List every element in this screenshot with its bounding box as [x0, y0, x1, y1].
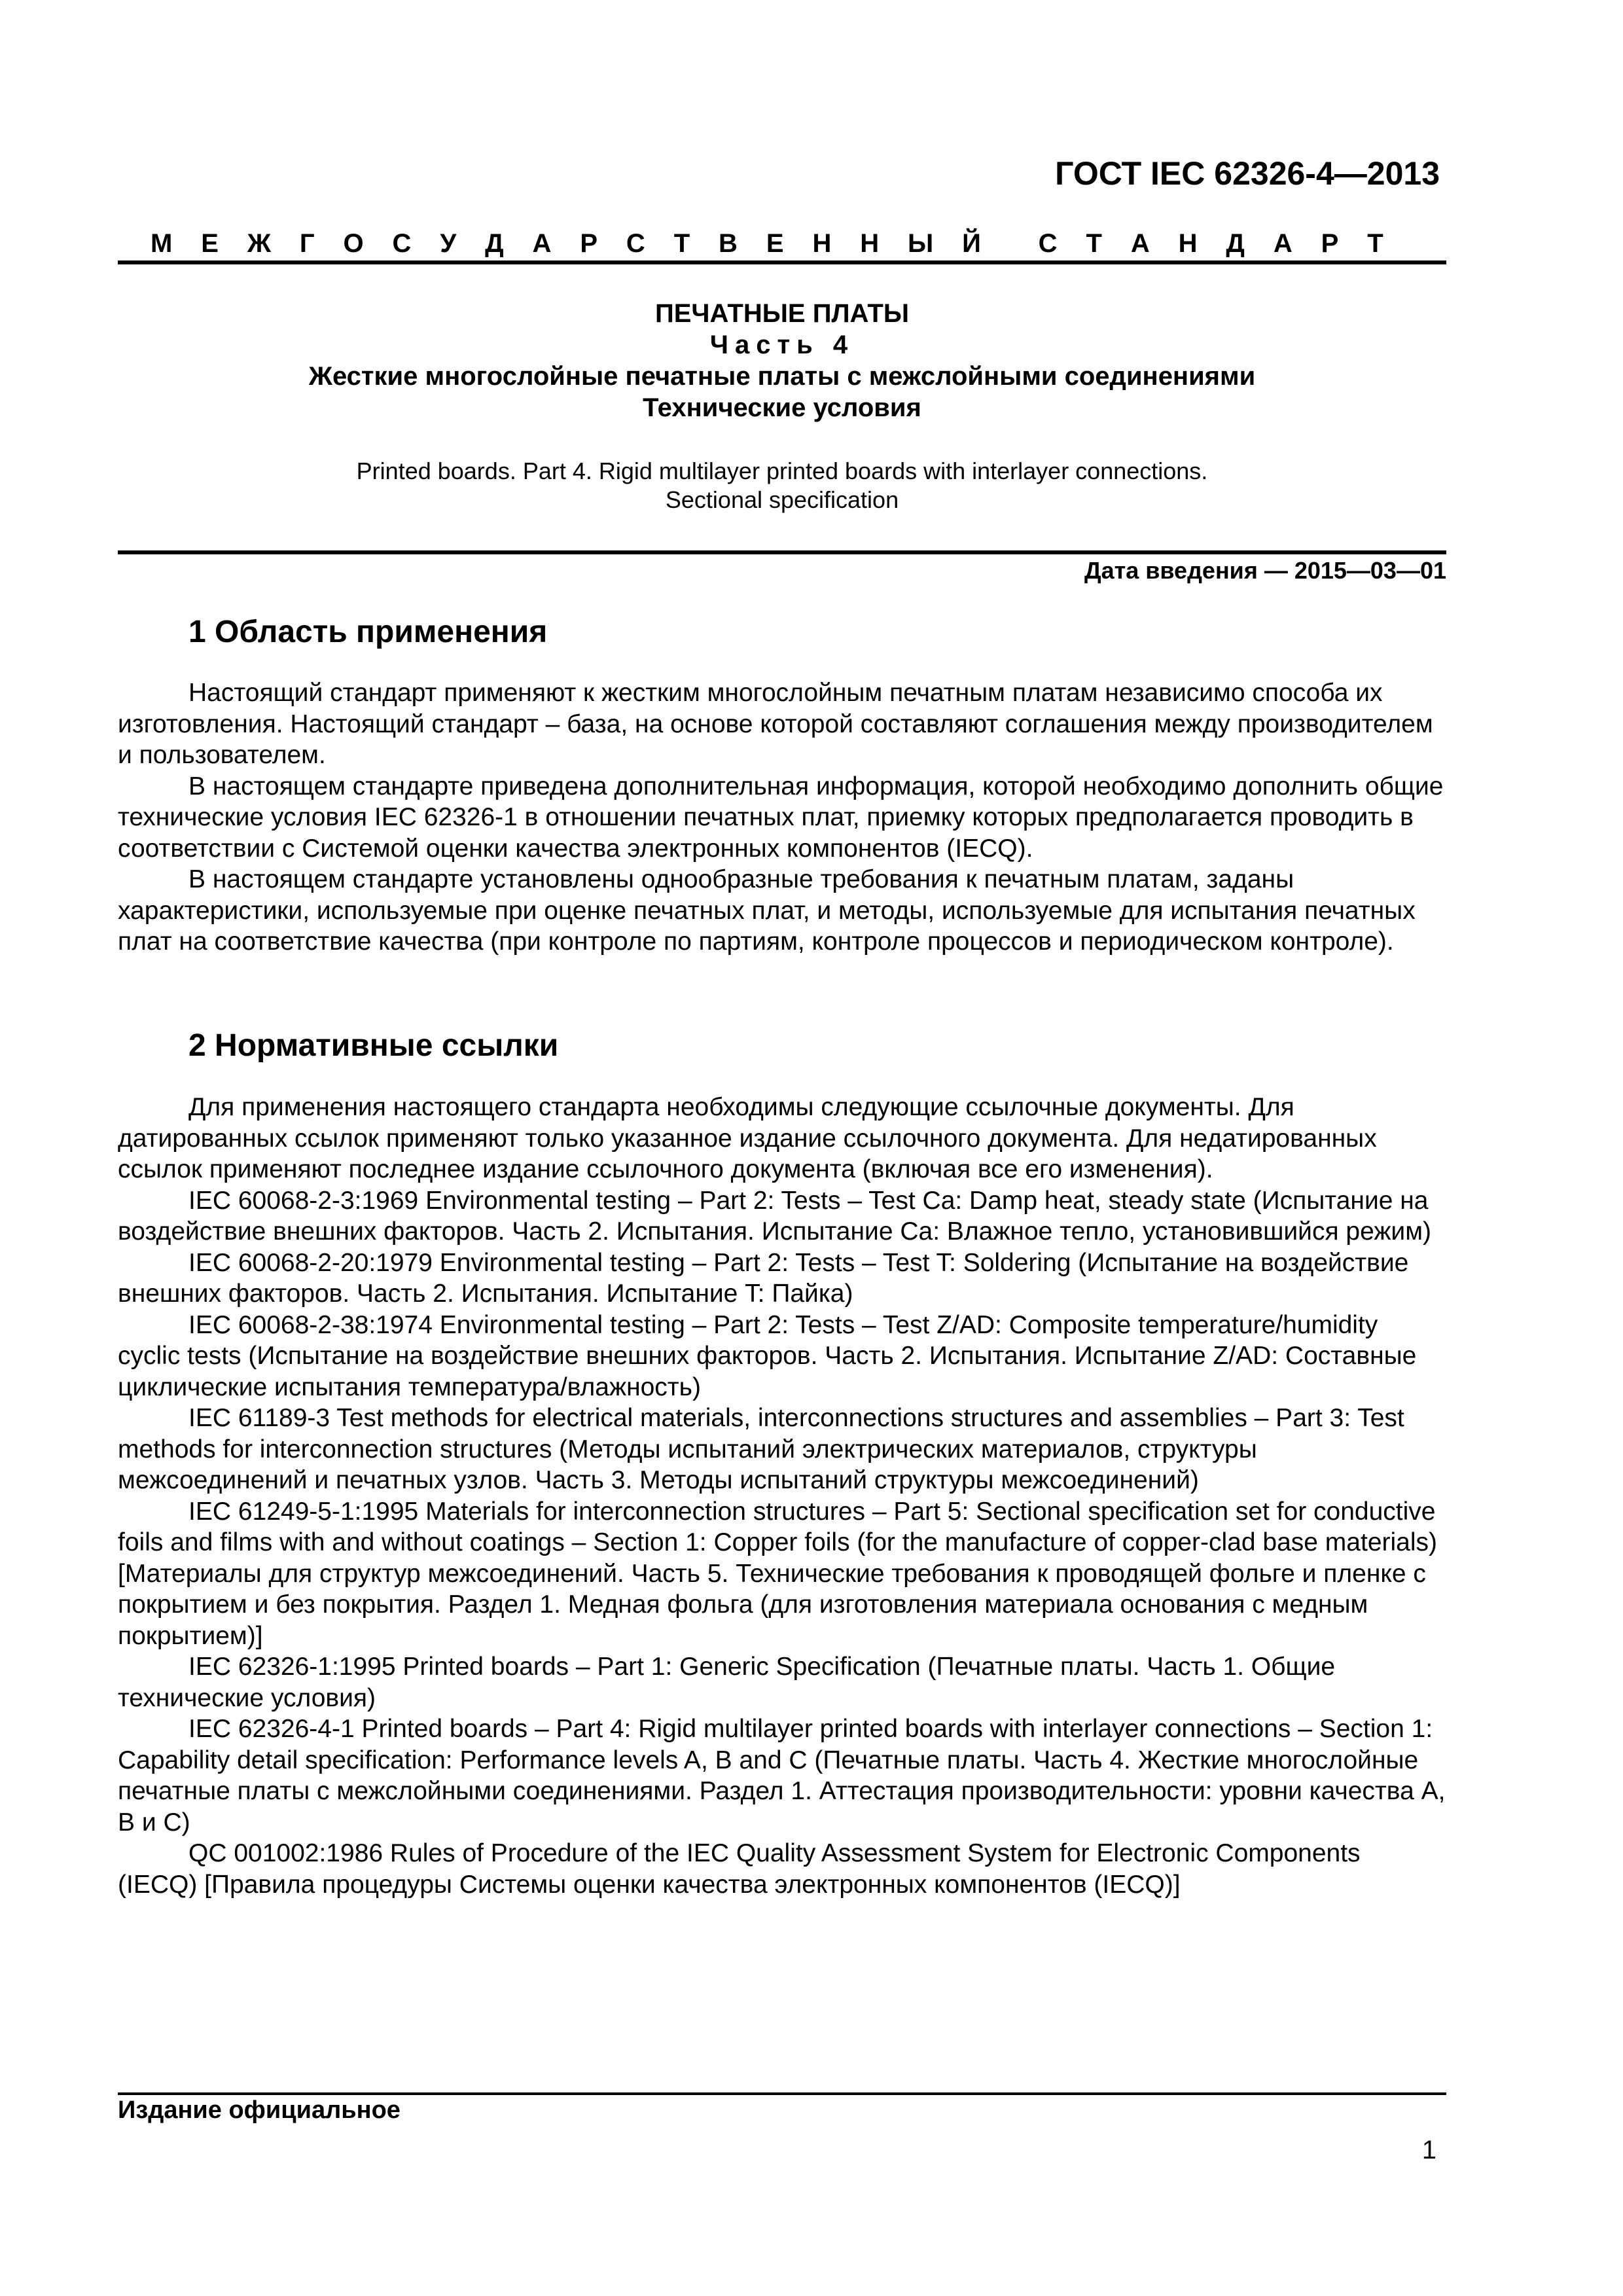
document-number: ГОСТ IEC 62326-4—2013 — [1055, 155, 1440, 192]
heading-letter: О — [343, 229, 364, 258]
reference-item: IEC 61189-3 Test methods for electrical materials, interconnections structures and assemblies – Part 3: Test methods for interconnection structures (Методы испытаний электрических материалов, структуры межсоединений и печатных узлов. Часть 3. Методы испытаний структуры межсоединений) — [118, 1404, 1404, 1494]
paragraph: Настоящий стандарт применяют к жестким многослойным печатным платам независимо способа их изготовления. Настоящий стандарт – база, на основе которой составляют соглашения между производителем и пользователем. — [118, 679, 1433, 769]
section-body-scope — [118, 677, 1446, 958]
heading-letter: С — [392, 229, 412, 258]
heading-letter: Г — [299, 229, 315, 258]
english-title — [118, 457, 1446, 514]
heading-letter: Ы — [908, 229, 934, 258]
heading-letter: Д — [485, 229, 504, 258]
footer-divider — [118, 2092, 1446, 2095]
heading-letter: В — [719, 229, 738, 258]
paragraph: В настоящем стандарте приведена дополнительная информация, которой необходимо дополнить общие технические условия IEC 62326-1 в отношении печатных плат, приемку которых предполагается проводить в соответствии с Системой оценки качества электронных компонентов (IECQ). — [118, 772, 1444, 863]
heading-letter: Й — [962, 229, 981, 258]
official-edition-label: Издание официальное — [118, 2096, 401, 2124]
heading-letter: Е — [766, 229, 784, 258]
section-heading-references: 2 Нормативные ссылки — [188, 1028, 559, 1063]
heading-letter: У — [440, 229, 457, 258]
reference-item: IEC 60068-2-3:1969 Environmental testing – Part 2: Tests – Test Ca: Damp heat, steady state (Испытание на воздействие внешних факторов. Часть 2. Испытания. Испытание Ca: Влажное тепло, установившийся режим) — [118, 1186, 1432, 1246]
reference-item: IEC 62326-4-1 Printed boards – Part 4: Rigid multilayer printed boards with interlayer connections – Section 1: Capability detail specification: Performance levels A, B and C (Печатные платы. Часть 4. Жесткие многослойные печатные платы с межслойными соединениями. Раздел 1. Аттестация производительности: уровни качества A, B и C) — [118, 1715, 1446, 1837]
document-title — [118, 298, 1446, 423]
heading-letter: Д — [1226, 229, 1245, 258]
top-divider — [118, 260, 1446, 264]
section-body-references — [118, 1092, 1446, 1900]
heading-letter: Т — [673, 229, 690, 258]
heading-letter: Н — [1178, 229, 1198, 258]
heading-letter: Р — [580, 229, 597, 258]
heading-letter: Т — [1367, 229, 1383, 258]
heading-letter: Н — [812, 229, 832, 258]
heading-letter: А — [1130, 229, 1150, 258]
heading-letter: Ж — [247, 229, 271, 258]
reference-item: IEC 61249-5-1:1995 Materials for interconnection structures – Part 5: Sectional specification set for conductive foils and films with and without coatings – Section 1: Copper foils (for the manufacture of copper-clad base materials) [Материалы для структур межсоединений. Часть 5. Технические требования к проводящей фольге и пленке с покрытием и без покрытия. Раздел 1. Медная фольга (для изготовления материала основания с медным покрытием)] — [118, 1497, 1438, 1650]
paragraph: Для применения настоящего стандарта необходимы следующие ссылочные документы. Для датированных ссылок применяют только указанное издание ссылочного документа. Для недатированных ссылок применяют последнее издание ссылочного документа (включая все его изменения). — [118, 1093, 1377, 1183]
introduction-date: Дата введения — 2015—03—01 — [1084, 557, 1446, 584]
english-title-line: Sectional specification — [665, 486, 899, 513]
reference-item: QC 001002:1986 Rules of Procedure of the IEC Quality Assessment System for Electronic Components (IECQ) [Правила процедуры Системы оценки качества электронных компонентов (IECQ)] — [118, 1839, 1361, 1899]
heading-letter: А — [1273, 229, 1293, 258]
heading-letter: Т — [1086, 229, 1102, 258]
heading-letter: С — [1038, 229, 1058, 258]
reference-item: IEC 60068-2-38:1974 Environmental testing – Part 2: Tests – Test Z/AD: Composite temperature/humidity cyclic tests (Испытание на воздействие внешних факторов. Часть 2. Испытания. Испытание Z/AD: Составные циклические испытания температура/влажность) — [118, 1310, 1417, 1401]
heading-letter: С — [626, 229, 645, 258]
heading-letter: Н — [860, 229, 880, 258]
interstate-standard-heading — [151, 229, 1383, 259]
heading-letter: М — [151, 229, 173, 258]
reference-item: IEC 62326-1:1995 Printed boards – Part 1: Generic Specification (Печатные платы. Часть 1. Общие технические условия) — [118, 1653, 1336, 1712]
title-line-main: ПЕЧАТНЫЕ ПЛАТЫ — [654, 299, 909, 328]
reference-item: IEC 60068-2-20:1979 Environmental testing – Part 2: Tests – Test T: Soldering (Испытание на воздействие внешних факторов. Часть 2. Испытания. Испытание T: Пайка) — [118, 1248, 1409, 1308]
title-line-subject: Жесткие многослойные печатные платы с межслойными соединениями — [308, 362, 1256, 391]
heading-letter: А — [532, 229, 552, 258]
paragraph: В настоящем стандарте установлены однообразные требования к печатным платам, заданы характеристики, используемые при оценке печатных плат, и методы, используемые для испытания печатных плат на соответствие качества (при контроле по партиям, контроле процессов и периодическом контроле). — [118, 865, 1416, 956]
heading-letter: Е — [201, 229, 219, 258]
english-title-line: Printed boards. Part 4. Rigid multilayer printed boards with interlayer connections. — [356, 457, 1208, 484]
heading-letter: Р — [1321, 229, 1339, 258]
title-divider — [118, 550, 1446, 554]
section-heading-scope: 1 Область применения — [188, 615, 548, 649]
page-number: 1 — [1421, 2136, 1436, 2164]
title-line-part: Часть 4 — [709, 331, 855, 359]
title-line-spec: Технические условия — [643, 393, 921, 422]
